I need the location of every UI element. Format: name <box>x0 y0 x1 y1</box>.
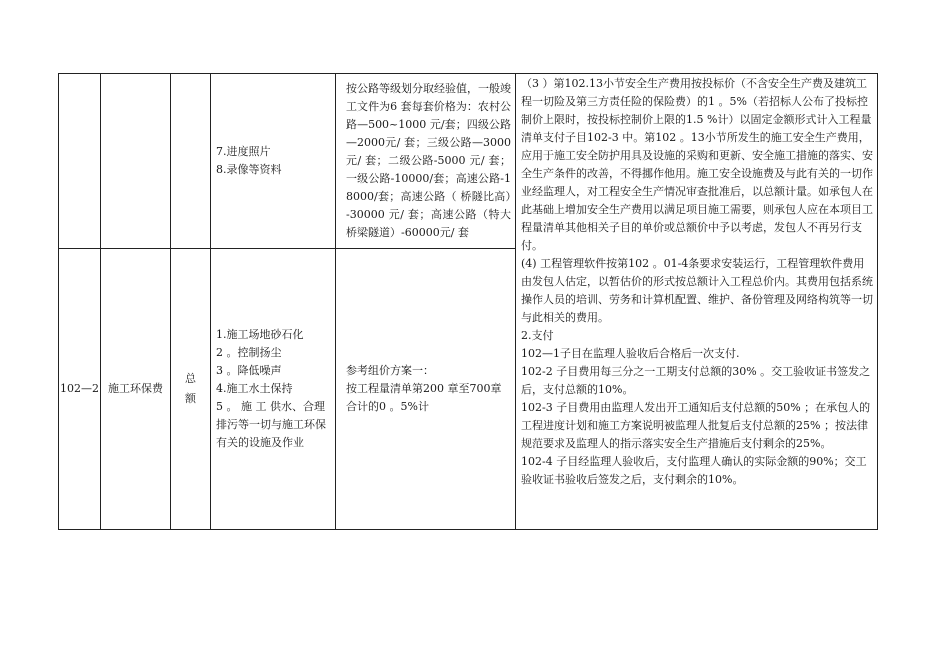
work-content-line: 3 。降低噪声 <box>216 364 282 377</box>
description-paragraph: （3 ）第102.13小节安全生产费用按投标价（不含安全生产费及建筑工程一切险及第三方责任险的保险费）的1 。5%（若招标人公布了投标控制价上限时，按投标控制价上限的1.5 %计）以固定金额形式计入工程量清单支付子目102-3 中。第102 。13小节所发生的施工安全生产费用，应用于施工安全防护用具及设施的采购和更新、安全施工措施的落实、安全生产条件的改善，不得挪作他用。施工安全设施费及与此有关的一切作业经监理人，对工程安全生产情况审查批准后，以总额计量。如承包人在此基础上增加安全生产费用以满足项目施工需要，则承包人应在本项目工程量清单其他相关子目的单价或总额价中予以考虑，发包人不再另行支付。 <box>521 77 873 252</box>
work-content-cell <box>211 74 336 249</box>
price-scheme-cell <box>336 249 516 530</box>
price-scheme-line: 按工程量清单第200 章至700章合计的0 。5%计 <box>346 382 502 413</box>
unit-cell <box>171 74 211 249</box>
measurement-payment-cell <box>516 74 878 530</box>
description-paragraph: 2.支付 <box>521 329 554 342</box>
item-name-cell <box>101 74 171 249</box>
work-content-line: 2 。控制扬尘 <box>216 346 282 359</box>
item-code-cell: 102—2 <box>59 249 101 530</box>
price-scheme-cell: 按公路等级划分取经验值，一般竣工文件为6 套每套价格为：农村公路—500~1000 元/套；四级公路—2000元/ 套；三级公路—3000元/ 套；二级公路-5000 元/ 套；一级公路-10000/套；高速公路-18000/套；高速公路（ 桥隧比高）-30000 元/ 套；高速公路（特大桥梁隧道）-60000元/ 套 <box>336 74 516 249</box>
table-row <box>59 74 878 249</box>
description-paragraph: 102—1子目在监理人验收后合格后一次支付. <box>521 347 740 360</box>
item-name-cell: 施工环保费 <box>101 249 171 530</box>
work-content-line: 4.施工水土保持 <box>216 382 293 395</box>
description-paragraph: 102-2 子目费用每三分之一工期支付总额的30% 。交工验收证书签发之后，支付总额的10%。 <box>521 365 871 396</box>
unit-cell <box>171 249 211 530</box>
work-content-line: 5 。 施 工 供水、合理排污等一切与施工环保有关的设施及作业 <box>216 400 326 449</box>
unit-char: 额 <box>185 392 196 405</box>
payment-spec-table <box>58 73 878 530</box>
work-content-line: 7.进度照片 <box>216 145 271 158</box>
work-content-line: 8.录像等资料 <box>216 163 282 176</box>
work-content-line: 1.施工场地砂石化 <box>216 328 304 341</box>
description-paragraph: (4) 工程管理软件按第102 。01-4条要求安装运行，工程管理软件费用由发包人估定，以暂估价的形式按总额计入工程总价内。其费用包括系统操作人员的培训、劳务和计算机配置、维护、备份管理及网络构筑等一切与此相关的费用。 <box>521 257 873 324</box>
description-paragraph: 102-3 子目费用由监理人发出开工通知后支付总额的50% ；在承包人的工程进度计划和施工方案说明被监理人批复后支付总额的25% ；按法律规范要求及监理人的指示落实安全生产措施后支付剩余的25%。 <box>521 401 871 450</box>
item-code-cell <box>59 74 101 249</box>
description-paragraph: 102-4 子目经监理人验收后，支付监理人确认的实际金额的90%；交工验收证书验收后签发之后，支付剩余的10%。 <box>521 455 867 486</box>
work-content-cell <box>211 249 336 530</box>
price-scheme-line: 参考组价方案一： <box>346 364 434 377</box>
unit-char: 总 <box>185 372 196 385</box>
